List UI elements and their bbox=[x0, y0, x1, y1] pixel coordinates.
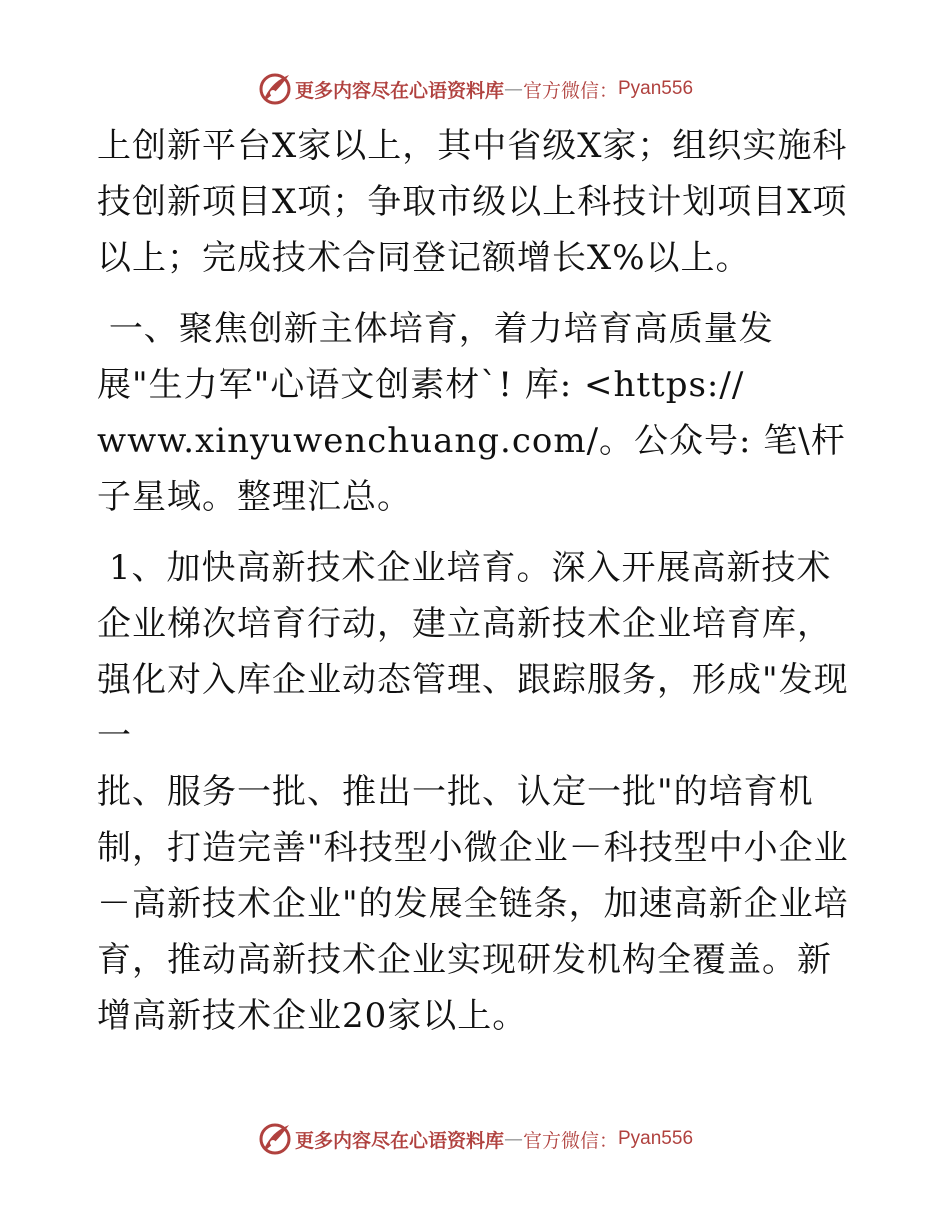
paragraph-gap bbox=[97, 286, 857, 301]
paragraph-high-tech-cultivation: 1、加快高新技术企业培育。深入开展高新技术企业梯次培育行动，建立高新技术企业培育库，强化对入库企业动态管理、跟踪服务，形成"发现一 批、服务一批、推出一批、认定一批"的培育机 制，打造完善"科技型小微企业－科技型中小企业－高新技术企业"的发展全链条，加速高新企业培育，推动高新技术企业实现研发机构全覆盖。新增高新技术企业20家以上。 bbox=[97, 548, 849, 1036]
paragraph-section-heading: 一、聚焦创新主体培育，着力培育高质量发展"生力军"心语文创素材`! 库: <https:// www.xinyuwenchuang.com/。公众号: 笔\杆子星域。整理汇总。 bbox=[97, 309, 846, 517]
footer-watermark-banner bbox=[0, 1117, 950, 1161]
banner-dash: — bbox=[503, 78, 523, 100]
banner-wechat-label: 官方微信： bbox=[522, 79, 618, 102]
quill-seal-icon bbox=[257, 1121, 293, 1157]
paragraph-targets: 上创新平台X家以上，其中省级X家；组织实施科技创新项目X项；争取市级以上科技计划项目X项以上；完成技术合同登记额增长X%以上。 bbox=[97, 126, 848, 278]
quill-seal-icon bbox=[257, 71, 293, 107]
paragraph-gap bbox=[97, 525, 857, 540]
document-body bbox=[97, 118, 857, 1044]
header-watermark-banner bbox=[0, 67, 950, 111]
banner-wechat-label: 官方微信： bbox=[522, 1129, 618, 1152]
banner-dash: — bbox=[503, 1128, 523, 1150]
banner-slogan: 更多内容尽在心语资料库 bbox=[294, 1129, 504, 1152]
banner-slogan: 更多内容尽在心语资料库 bbox=[294, 79, 504, 102]
banner-wechat-id: Pyan556 bbox=[618, 78, 694, 99]
banner-wechat-id: Pyan556 bbox=[618, 1128, 694, 1149]
